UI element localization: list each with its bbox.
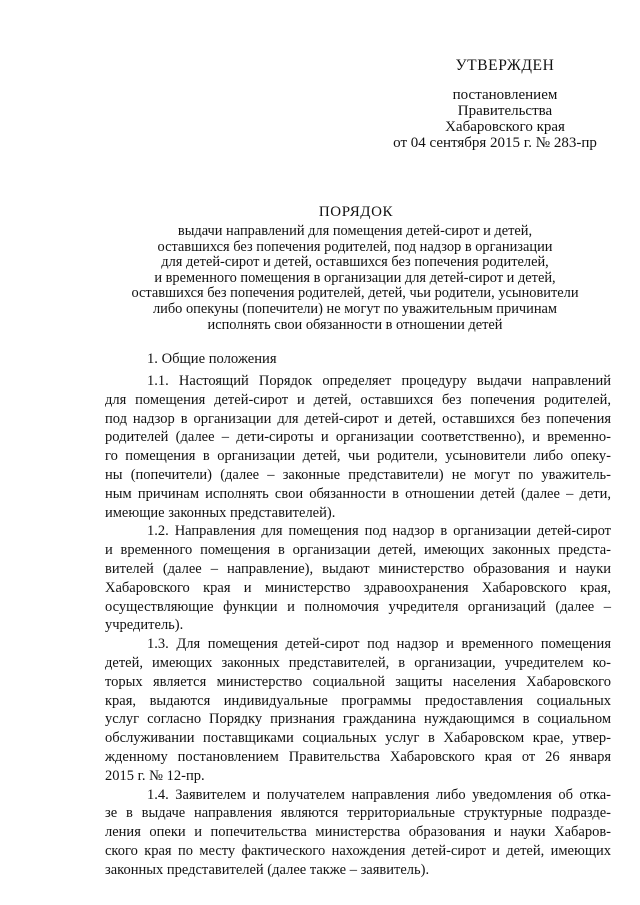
paragraph-line: вителей (далее – направление), выдают министерство образования и науки <box>105 560 611 577</box>
approval-line: Хабаровского края <box>445 119 565 135</box>
paragraph-line: 1.4. Заявителем и получателем направления либо уведомления об отка- <box>147 786 611 803</box>
document-subtitle <box>110 224 600 333</box>
paragraph-line: законных представителей (далее также – заявитель). <box>105 861 430 878</box>
section-heading: 1. Общие положения <box>147 351 277 367</box>
subtitle-line: исполнять свои обязанности в отношении детей <box>207 316 503 333</box>
paragraph-line: ны (попечители) (далее – законные представители) не могут по уважитель- <box>105 466 611 483</box>
paragraph-line: го помещения в организации детей, чьи родители, усыновители либо опеку- <box>105 448 611 465</box>
approval-line: Правительства <box>457 103 553 119</box>
paragraph-line: родителей (далее – дети-сироты и организации соответственно), и временно- <box>105 429 611 446</box>
paragraph-line: края, выдаются индивидуальные программы предоставления социальных <box>105 692 611 709</box>
approval-line: постановлением <box>452 87 558 103</box>
paragraph-line: под надзор в организации для детей-сирот и детей, оставшихся без попечения <box>105 410 611 427</box>
paragraph-line: ным причинам исполнять свои обязанности в отношении детей (далее – дети, <box>105 485 611 502</box>
paragraph-line: ления опеки и попечительства министерства образования и науки Хабаров- <box>105 824 611 841</box>
paragraph-line: 2015 г. № 12-пр. <box>105 767 205 784</box>
paragraph-line: для помещения детей-сирот и детей, оставшихся без попечения родителей, <box>105 391 611 408</box>
subtitle-line: и временного помещения в организации для детей-сирот и детей, <box>154 269 556 286</box>
paragraph-line: учредитель). <box>105 617 184 634</box>
subtitle-line: для детей-сирот и детей, оставшихся без попечения родителей, <box>161 254 549 271</box>
approval-title: УТВЕРЖДЕН <box>455 57 555 74</box>
paragraph-line: 1.1. Настоящий Порядок определяет процедуру выдачи направлений <box>147 373 611 389</box>
paragraph-line: зе в выдаче направления являются территориальные структурные подразде- <box>105 805 611 822</box>
paragraph-line: Хабаровского края и министерство здравоохранения Хабаровского края, <box>105 579 611 596</box>
paragraph-line: и временного помещения в организации детей, имеющих законных предста- <box>105 542 611 559</box>
paragraph-line: жденному постановлением Правительства Хабаровского края от 26 января <box>105 748 611 765</box>
subtitle-line: выдачи направлений для помещения детей-сирот и детей, <box>177 223 533 239</box>
paragraph-line: 1.2. Направления для помещения под надзор в организации детей-сирот <box>147 523 611 540</box>
paragraph-line: ского края по месту фактического нахождения детей-сирот и детей, имеющих <box>105 842 611 859</box>
approval-block <box>380 58 630 151</box>
paragraph-line: детей, имеющих законных представителей, в организации, учредителем ко- <box>105 654 611 671</box>
subtitle-line: либо опекуны (попечители) не могут по уважительным причинам <box>152 300 558 317</box>
subtitle-line: оставшихся без попечения родителей, детей, чьи родители, усыновители <box>131 285 579 302</box>
paragraph-line: осуществляющие функции и полномочия учредителя организаций (далее – <box>105 598 611 615</box>
paragraph-line: услуг согласно Порядку признания гражданина нуждающимся в социальном <box>105 711 611 728</box>
document-title: ПОРЯДОК <box>318 204 394 220</box>
paragraph-line: имеющие законных представителей). <box>105 504 336 521</box>
document-body <box>105 372 611 880</box>
subtitle-line: оставшихся без попечения родителей, под надзор в организации <box>157 238 553 255</box>
paragraph-line: торых является министерство социальной защиты населения Хабаровского <box>105 673 611 690</box>
paragraph-line: обслуживании поставщиками социальных услуг в Хабаровском крае, утвер- <box>105 730 611 747</box>
paragraph-line: 1.3. Для помещения детей-сирот под надзор и временного помещения <box>147 636 611 653</box>
approval-decree: от 04 сентября 2015 г. № 283-пр <box>393 135 597 151</box>
